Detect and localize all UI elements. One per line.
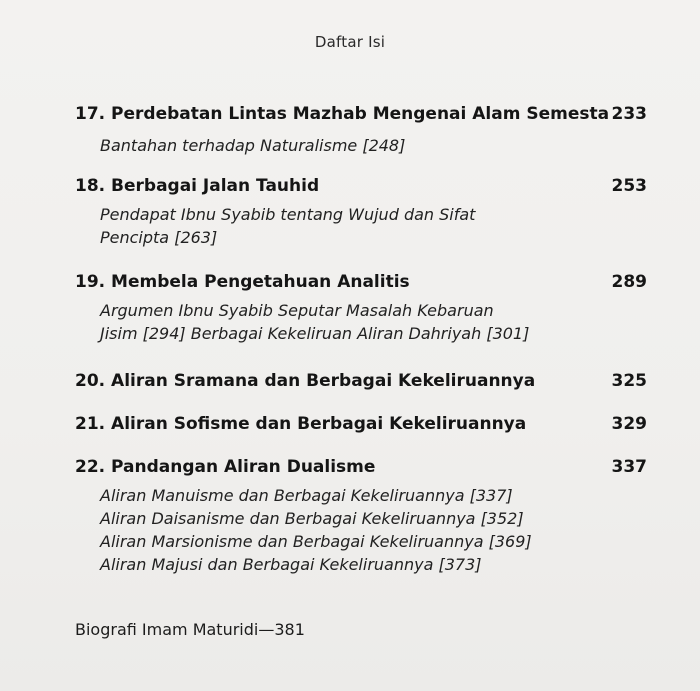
- entry-subtitle: Aliran Daisanisme dan Berbagai Kekeliruannya [352]: [100, 509, 524, 528]
- entry-subtitle: Aliran Manuisme dan Berbagai Kekeliruannya [337]: [100, 486, 513, 505]
- entry-subtitle: Bantahan terhadap Naturalisme [248]: [100, 136, 406, 155]
- entry-subtitle: Pendapat Ibnu Syabib tentang Wujud dan Sifat: [100, 205, 476, 224]
- entry-page-number: 289: [611, 272, 647, 292]
- entry-subtitle: Pencipta [263]: [100, 228, 218, 247]
- page-header: Daftar Isi: [314, 33, 386, 51]
- entry-subtitle: Argumen Ibnu Syabib Seputar Masalah Kebaruan: [100, 301, 494, 320]
- entry-subtitle: Aliran Majusi dan Berbagai Kekeliruannya [373]: [100, 555, 482, 574]
- entry-subtitle: Jisim [294] Berbagai Kekeliruan Aliran Dahriyah [301]: [100, 324, 530, 343]
- entry-page-number: 253: [611, 176, 647, 196]
- entry-title: 22. Pandangan Aliran Dualisme: [75, 457, 376, 477]
- entry-title: 20. Aliran Sramana dan Berbagai Kekeliruannya: [75, 371, 536, 391]
- toc-entry-21: [75, 413, 647, 435]
- entry-title: 18. Berbagai Jalan Tauhid: [75, 176, 320, 196]
- toc-entry-19: [75, 271, 647, 345]
- biography-entry: Biografi Imam Maturidi—381: [75, 620, 305, 639]
- toc-entry-17: [75, 103, 647, 157]
- toc-entry-20: [75, 370, 647, 392]
- entry-title: 17. Perdebatan Lintas Mazhab Mengenai Alam Semesta: [75, 104, 610, 124]
- entry-title: 21. Aliran Sofisme dan Berbagai Kekeliruannya: [75, 414, 527, 434]
- toc-entry-22: [75, 456, 647, 576]
- entry-page-number: 233: [611, 104, 647, 124]
- entry-subtitle: Aliran Marsionisme dan Berbagai Kekeliruannya [369]: [100, 532, 532, 551]
- entry-title: 19. Membela Pengetahuan Analitis: [75, 272, 410, 292]
- entry-page-number: 337: [611, 457, 647, 477]
- toc-entry-18: [75, 175, 647, 249]
- entry-page-number: 329: [611, 414, 647, 434]
- entry-page-number: 325: [611, 371, 647, 391]
